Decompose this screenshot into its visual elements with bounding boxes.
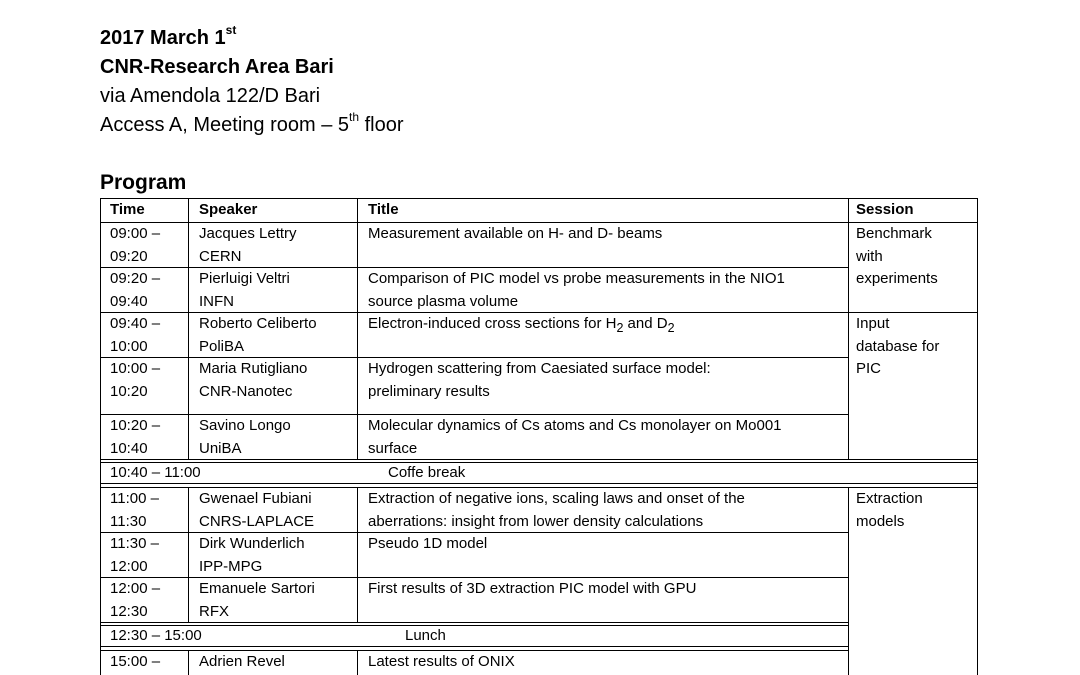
table-rule [357,650,358,675]
table-rule [848,626,849,646]
table-row-title: Extraction of negative ions, scaling laws and onset of the aberrations: insight from lower density calculations [368,490,745,530]
table-rule [100,483,978,484]
break-label: Lunch [405,627,446,644]
table-rule [848,487,849,675]
table-row-speaker: Jacques Lettry CERN [199,225,297,265]
table-row-time: 09:00 – 09:20 [110,225,161,265]
session-label: Extraction models [856,490,923,530]
table-row-speaker: Gwenael Fubiani CNRS-LAPLACE [199,490,315,530]
table-row-title: Hydrogen scattering from Caesiated surface model: preliminary results [368,360,711,400]
column-header-session: Session [856,201,914,218]
table-row-speaker: Maria Rutigliano CNR-Nanotec [199,360,308,400]
table-row-time: 12:00 – 12:30 [110,580,161,620]
table-row-title: Comparison of PIC model vs probe measurements in the NIO1 source plasma volume [368,270,785,310]
table-row-speaker: Pierluigi Veltri INFN [199,270,290,310]
table-rule [357,487,358,622]
table-row-time: 10:00 – 10:20 [110,360,161,400]
session-label: Input database for PIC [856,315,940,377]
document-header [100,24,404,140]
table-rule [100,198,101,675]
table-row-time: 09:40 – 10:00 [110,315,161,355]
table-row-title: Measurement available on H- and D- beams [368,225,663,242]
table-row-speaker: Adrien Revel [199,653,285,670]
table-rule [848,198,849,459]
table-row-title: Latest results of ONIX [368,653,515,670]
table-row-title: First results of 3D extraction PIC model with GPU [368,580,697,597]
program-heading: Program [100,171,187,194]
table-rule [100,646,848,647]
table-rule [188,198,189,459]
table-row-time: 11:30 – 12:00 [110,535,159,575]
event-date: 2017 March 1st [100,23,237,49]
break-label: Coffe break [388,464,466,481]
table-row-time: 09:20 – 09:40 [110,270,161,310]
column-header-time: Time [110,201,145,218]
table-rule [357,198,358,459]
table-row-title: Pseudo 1D model [368,535,488,552]
event-address: via Amendola 122/D Bari [100,85,321,107]
table-row-speaker: Roberto Celiberto PoliBA [199,315,317,355]
event-room: Access A, Meeting room – 5th floor [100,110,404,136]
table-rule [977,198,978,675]
session-label: Benchmark with experiments [856,225,938,287]
column-header-speaker: Speaker [199,201,258,218]
break-time: 12:30 – 15:00 [110,627,202,644]
column-header-title: Title [368,201,399,218]
table-row-title: Molecular dynamics of Cs atoms and Cs monolayer on Mo001 surface [368,417,782,457]
table-row-time: 10:20 – 10:40 [110,417,161,457]
table-rule [188,487,189,622]
table-row-speaker: Savino Longo UniBA [199,417,291,457]
break-time: 10:40 – 11:00 [110,464,201,481]
table-rule [100,462,978,463]
table-rule [100,625,848,626]
table-row-speaker: Dirk Wunderlich IPP-MPG [199,535,305,575]
table-rule [188,650,189,675]
table-row-speaker: Emanuele Sartori RFX [199,580,315,620]
event-venue: CNR-Research Area Bari [100,56,334,78]
table-row-time: 15:00 – [110,653,161,670]
table-row-time: 11:00 – 11:30 [110,490,159,530]
program-table [100,198,978,675]
table-row-title: Electron-induced cross sections for $H_2$ and $D_2$ [368,315,675,335]
